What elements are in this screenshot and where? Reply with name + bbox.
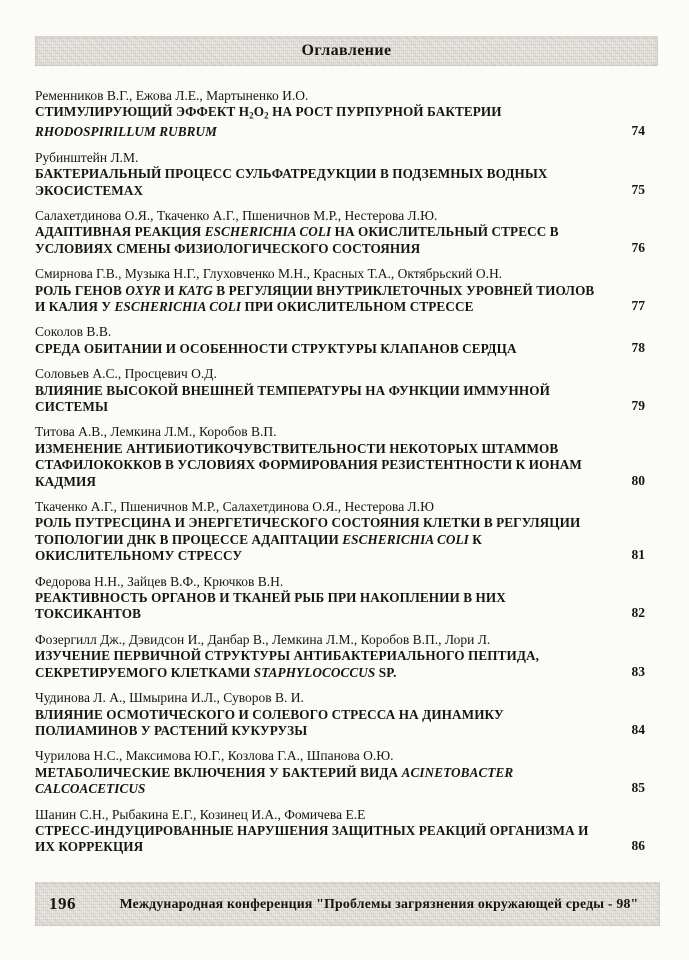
entry-page-number: 79 [631,398,645,413]
entry-authors: Фозергилл Дж., Дэвидсон И., Данбар В., Лемкина Л.М., Коробов В.П., Лори Л. [35,631,491,647]
entry-title-segment: В РЕГУЛЯЦИИ ВНУТРИКЛЕТОЧНЫХ УРОВНЕЙ ТИОЛОВ И КАЛИЯ У [35,282,595,314]
entry-authors: Соколов В.В. [35,324,112,340]
entry-title-segment: СТРЕСС-ИНДУЦИРОВАННЫЕ НАРУШЕНИЯ ЗАЩИТНЫХ РЕАКЦИЙ ОРГАНИЗМА И ИХ КОРРЕКЦИЯ [35,822,589,855]
toc-entry [35,266,645,315]
entry-page-number: 83 [631,663,645,679]
toc-entry [35,208,645,257]
entry-title [35,590,600,623]
entry-title-italic-segment: OXYR [125,282,161,298]
toc-entry [35,748,645,797]
entry-page-number: 75 [631,181,645,197]
entry-title-segment: ВЛИЯНИЕ ВЫСОКОЙ ВНЕШНЕЙ ТЕМПЕРАТУРЫ НА ФУНКЦИИ ИММУННОЙ СИСТЕМЫ [35,382,550,414]
toc-entry [35,690,645,739]
entry-page-number: 81 [631,547,645,563]
entry-authors: Соловьев А.С., Просцевич О.Д. [35,366,217,382]
entry-title [35,104,600,140]
entry-authors: Шанин С.Н., Рыбакина Е.Г., Козинец И.А., Фомичева Е.Е [35,806,366,822]
toc-entry [35,499,645,565]
page-header-band [35,36,658,66]
entry-title-segment: СРЕДА ОБИТАНИИ И ОСОБЕННОСТИ СТРУКТУРЫ КЛАПАНОВ СЕРДЦА [35,340,517,356]
entry-authors: Титова А.В., Лемкина Л.М., Коробов В.П. [35,424,277,440]
entry-title-segment: СТИМУЛИРУЮЩИЙ ЭФФЕКТ H [35,104,250,120]
entry-page-number: 76 [631,239,645,255]
entry-title-segment: К ОКИСЛИТЕЛЬНОМУ СТРЕССУ [35,531,482,564]
entry-title-segment: ИЗУЧЕНИЕ ПЕРВИЧНОЙ СТРУКТУРЫ АНТИБАКТЕРИАЛЬНОГО ПЕПТИДА, СЕКРЕТИРУЕМОГО КЛЕТКАМИ [35,648,540,680]
entry-title-segment: РОЛЬ ПУТРЕСЦИНА И ЭНЕРГЕТИЧЕСКОГО СОСТОЯНИЯ КЛЕТКИ В РЕГУЛЯЦИИ ТОПОЛОГИИ ДНК В ПРОЦЕССЕ АДАПТАЦИИ [35,515,581,547]
entry-authors: Салахетдинова О.Я., Ткаченко А.Г., Пшеничнов М.Р., Нестерова Л.Ю. [35,207,438,223]
entry-authors: Федорова Н.Н., Зайцев В.Ф., Крючков В.Н. [35,573,284,589]
entry-text-block [35,690,600,739]
entry-title-italic-segment: ESCHERICHIA COLI [342,531,469,547]
entry-text-block [35,748,600,797]
entry-text-block [35,208,600,257]
entry-text-block [35,632,600,681]
toc-entry [35,366,645,415]
entry-title-subscript: 2 [249,110,254,121]
entry-title-segment: ИЗМЕНЕНИЕ АНТИБИОТИКОЧУВСТВИТЕЛЬНОСТИ НЕКОТОРЫХ ШТАММОВ СТАФИЛОКОККОВ В УСЛОВИЯХ ФОРМИРОВАНИЯ РЕЗИСТЕНТНОСТИ К ИОНАМ КАДМИЯ [35,440,582,489]
toc-entry [35,88,645,141]
entry-title [35,515,600,564]
entry-title-italic-segment: KATG [178,282,213,298]
toc-entry [35,574,645,623]
entry-title-segment: SP. [375,664,397,680]
entry-title [35,166,600,199]
entry-authors: Ткаченко А.Г., Пшеничнов М.Р., Салахетдинова О.Я., Нестерова Л.Ю [35,499,434,515]
toc-list [35,88,645,865]
entry-title [35,441,600,490]
entry-text-block [35,150,600,199]
entry-text-block [35,324,600,357]
toc-entry [35,807,645,856]
entry-title-segment: МЕТАБОЛИЧЕСКИЕ ВКЛЮЧЕНИЯ У БАКТЕРИЙ ВИДА [35,764,402,780]
toc-entry [35,324,645,357]
entry-page-number: 82 [631,605,645,621]
footer-page-number: 196 [49,894,76,913]
entry-title-italic-segment: ESCHERICHIA COLI [114,298,242,314]
entry-text-block [35,807,600,856]
entry-title-segment: РЕАКТИВНОСТЬ ОРГАНОВ И ТКАНЕЙ РЫБ ПРИ НАКОПЛЕНИИ В НИХ ТОКСИКАНТОВ [35,590,506,622]
page-footer-band [35,882,660,926]
entry-title [35,383,600,416]
entry-authors: Чудинова Л. А., Шмырина И.Л., Суворов В. И. [35,690,304,706]
entry-authors: Ременников В.Г., Ежова Л.Е., Мартыненко И.О. [35,88,309,103]
entry-text-block [35,424,600,490]
entry-title-italic-segment: ESCHERICHIA COLI [204,224,332,240]
entry-title-subscript: 2 [264,110,269,121]
page-title: Оглавление [301,42,392,59]
entry-page-number: 77 [631,297,645,313]
entry-title-segment: БАКТЕРИАЛЬНЫЙ ПРОЦЕСС СУЛЬФАТРЕДУКЦИИ В ПОДЗЕМНЫХ ВОДНЫХ ЭКОСИСТЕМАХ [35,166,548,198]
entry-page-number: 85 [631,780,645,796]
entry-page-number: 80 [631,472,645,488]
entry-text-block [35,266,600,315]
entry-text-block [35,499,600,565]
entry-authors: Смирнова Г.В., Музыка Н.Г., Глуховченко М.Н., Красных Т.А., Октябрьский О.Н. [35,266,503,282]
toc-entry [35,632,645,681]
entry-title [35,648,600,681]
entry-text-block [35,366,600,415]
entry-title [35,823,600,856]
entry-title-segment: И [160,282,179,298]
entry-title [35,283,600,316]
entry-title-italic-segment: STAPHYLOCOCCUS [253,664,376,680]
entry-title-segment: ПРИ ОКИСЛИТЕЛЬНОМ СТРЕССЕ [241,298,474,314]
entry-title [35,224,600,257]
entry-page-number: 86 [631,838,645,854]
entry-title-italic-segment: RHODOSPIRILLUM RUBRUM [35,124,217,140]
entry-title [35,341,600,357]
entry-title [35,707,600,740]
footer-conference-title: Международная конференция "Проблемы загрязнения окружающей среды - 98" [119,896,639,911]
entry-title-segment: ВЛИЯНИЕ ОСМОТИЧЕСКОГО И СОЛЕВОГО СТРЕССА НА ДИНАМИКУ ПОЛИАМИНОВ У РАСТЕНИЙ КУКУРУЗЫ [35,706,504,738]
entry-title-italic-segment: ACINETOBACTER CALCOACETICUS [35,764,514,797]
entry-text-block [35,574,600,623]
entry-title-segment: O [253,104,265,120]
entry-title-segment: АДАПТИВНАЯ РЕАКЦИЯ [35,224,205,240]
entry-page-number: 84 [631,721,645,737]
entry-title-segment: НА РОСТ ПУРПУРНОЙ БАКТЕРИИ [268,104,502,120]
entry-title-segment: НА ОКИСЛИТЕЛЬНЫЙ СТРЕСС В УСЛОВИЯХ СМЕНЫ ФИЗИОЛОГИЧЕСКОГО СОСТОЯНИЯ [35,224,559,256]
toc-entry [35,424,645,490]
entry-title [35,765,600,798]
entry-authors: Чурилова Н.С., Максимова Ю.Г., Козлова Г.А., Шпанова О.Ю. [35,748,394,764]
entry-text-block [35,88,600,141]
entry-authors: Рубинштейн Л.М. [35,149,139,165]
toc-entry [35,150,645,199]
entry-page-number: 78 [631,339,645,355]
entry-title-segment: РОЛЬ ГЕНОВ [35,282,126,298]
entry-page-number: 74 [631,123,645,139]
